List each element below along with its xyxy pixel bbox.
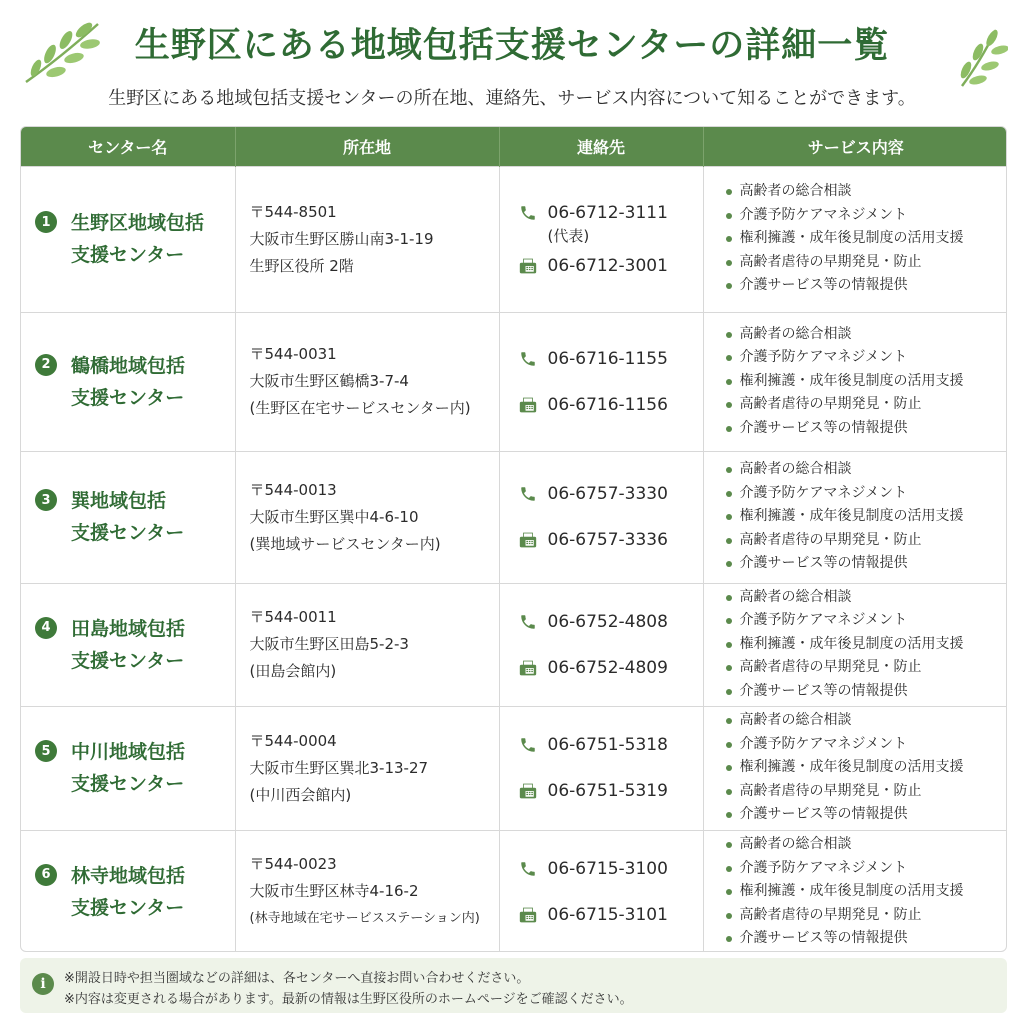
service-item: 介護サービス等の情報提供 [724,274,1008,298]
column-header-contact: 連絡先 [499,127,703,166]
service-item: 高齢者の総合相談 [724,323,1008,347]
footer-note [20,958,1007,1013]
service-item: 高齢者虐待の早期発見・防止 [724,780,1008,804]
service-item: 権利擁護・成年後見制度の活用支援 [724,227,1008,251]
table-header-row [21,127,1007,166]
info-icon: i [32,973,54,995]
service-item: 高齢者の総合相談 [724,833,1008,857]
center-name-line: 支援センター [71,896,185,919]
service-item: 権利擁護・成年後見制度の活用支援 [724,633,1008,657]
center-name-line: 田島地域包括 [71,617,186,640]
service-item: 高齢者の総合相談 [724,458,1008,482]
center-name [71,350,221,414]
column-header-name: センター名 [21,127,235,166]
postal-code: 〒544-0031 [249,345,337,363]
center-table [20,126,1007,952]
page-header [0,0,1024,126]
row-number-badge: 2 [35,354,57,376]
center-name-line: 支援センター [71,649,185,672]
fax-number: 06-6712-3001 [547,255,668,276]
phone-number[interactable]: 06-6757-3330 [547,484,668,504]
phone-icon [518,349,538,369]
service-item: 介護サービス等の情報提供 [724,552,1008,576]
table-row [21,706,1007,830]
postal-code: 〒544-0004 [249,731,337,750]
service-item: 権利擁護・成年後見制度の活用支援 [724,370,1008,394]
street-address: 大阪市生野区田島5-2-3 [249,635,409,653]
fax-number: 06-6752-4809 [547,657,668,678]
service-item: 高齢者虐待の早期発見・防止 [724,904,1008,928]
center-name [71,485,221,549]
column-header-address: 所在地 [235,127,499,166]
street-address: 大阪市生野区林寺4-16-2 [249,882,419,901]
contact-cell [499,830,703,952]
street-address: 大阪市生野区巽北3-13-27 [249,758,429,777]
table-row [21,451,1007,583]
service-item: 介護予防ケアマネジメント [724,733,1008,757]
center-name-cell [21,451,235,583]
phone-number[interactable]: 06-6712-3111 [547,202,668,223]
phone-icon [518,484,538,504]
service-item: 介護予防ケアマネジメント [724,482,1008,506]
center-name-cell [21,312,235,451]
fax-number: 06-6716-1156 [547,394,668,415]
center-name [71,207,221,271]
services-cell [703,312,1007,451]
address-note: (中川西会館内) [249,785,352,804]
center-name [71,860,221,924]
row-number-badge: 5 [35,740,57,762]
center-name-line: 巽地域包括 [71,490,167,512]
street-address: 大阪市生野区巽中4-6-10 [249,507,419,526]
services-cell [703,166,1007,312]
row-number-badge: 3 [35,489,57,511]
center-name-line: 生野区地域包括 [71,212,205,234]
postal-code: 〒544-0023 [249,855,337,874]
services-cell [703,451,1007,583]
page-subtitle: 生野区にある地域包括支援センターの所在地、連絡先、サービス内容について知ることができます。 [108,88,916,109]
services-cell [703,583,1007,706]
service-item: 権利擁護・成年後見制度の活用支援 [724,505,1008,529]
address-note: (生野区在宅サービスセンター内) [249,399,471,417]
address-cell [235,166,499,312]
service-item: 介護予防ケアマネジメント [724,204,1008,228]
footer-note-line: ※内容は変更される場合があります。最新の情報は生野区役所のホームページをご確認ください。 [64,992,633,1007]
service-item: 高齢者虐待の早期発見・防止 [724,529,1008,553]
center-name-cell [21,706,235,830]
center-name-cell [21,830,235,952]
address-note: (田島会館内) [249,662,337,680]
fax-icon [518,395,538,415]
service-item: 権利擁護・成年後見制度の活用支援 [724,756,1008,780]
fax-icon [518,781,538,801]
services-cell [703,706,1007,830]
services-cell [703,830,1007,952]
phone-icon [518,735,538,755]
service-item: 高齢者虐待の早期発見・防止 [724,656,1008,680]
address-note: 生野区役所 2階 [249,256,354,275]
phone-number[interactable]: 06-6716-1155 [547,348,668,369]
fax-icon [518,658,538,678]
row-number-badge: 1 [35,211,57,233]
address-note: (巽地域サービスセンター内) [249,534,441,553]
center-name-line: 林寺地域包括 [71,864,186,887]
table-row [21,312,1007,451]
phone-number[interactable]: 06-6752-4808 [547,611,668,632]
street-address: 大阪市生野区勝山南3-1-19 [249,229,434,248]
fax-icon [518,905,538,925]
fax-icon [518,530,538,550]
service-item: 介護予防ケアマネジメント [724,857,1008,881]
contact-cell [499,706,703,830]
street-address: 大阪市生野区鶴橋3-7-4 [249,372,409,390]
fax-number: 06-6751-5319 [547,781,668,801]
contact-cell [499,312,703,451]
service-item: 高齢者の総合相談 [724,180,1008,204]
center-name-cell [21,166,235,312]
center-name-line: 支援センター [71,773,185,795]
service-item: 介護サービス等の情報提供 [724,803,1008,827]
service-item: 権利擁護・成年後見制度の活用支援 [724,880,1008,904]
table-row [21,830,1007,952]
service-item: 高齢者虐待の早期発見・防止 [724,393,1008,417]
fax-number: 06-6715-3101 [547,904,668,925]
contact-cell [499,583,703,706]
phone-icon [518,612,538,632]
center-name-line: 中川地域包括 [71,741,186,763]
service-item: 介護サービス等の情報提供 [724,417,1008,441]
phone-note: (代表) [547,226,590,245]
postal-code: 〒544-0011 [249,608,337,626]
service-item: 介護サービス等の情報提供 [724,680,1008,704]
fax-icon [518,256,538,276]
leaf-branch-icon [952,26,1008,90]
postal-code: 〒544-0013 [249,480,337,499]
center-name-cell [21,583,235,706]
contact-cell [499,451,703,583]
address-cell [235,830,499,952]
center-name [71,736,221,800]
fax-number: 06-6757-3336 [547,530,668,550]
address-cell [235,312,499,451]
table-row [21,583,1007,706]
center-name-line: 支援センター [71,386,185,409]
column-header-services: サービス内容 [703,127,1007,166]
center-name-line: 鶴橋地域包括 [71,354,186,377]
service-item: 介護予防ケアマネジメント [724,609,1008,633]
phone-number[interactable]: 06-6715-3100 [547,858,668,879]
service-item: 高齢者虐待の早期発見・防止 [724,251,1008,275]
phone-number[interactable]: 06-6751-5318 [547,735,668,755]
contact-cell [499,166,703,312]
row-number-badge: 6 [35,864,57,886]
address-cell [235,706,499,830]
service-item: 介護サービス等の情報提供 [724,927,1008,951]
service-item: 高齢者の総合相談 [724,586,1008,610]
footer-note-line: ※開設日時や担当圏域などの詳細は、各センターへ直接お問い合わせください。 [64,971,530,986]
table-row [21,166,1007,312]
center-name-line: 支援センター [71,244,185,266]
page-title: 生野区にある地域包括支援センターの詳細一覧 [134,26,890,66]
address-cell [235,451,499,583]
row-number-badge: 4 [35,617,57,639]
center-name-line: 支援センター [71,522,185,544]
service-item: 介護予防ケアマネジメント [724,346,1008,370]
phone-icon [518,859,538,879]
postal-code: 〒544-8501 [249,202,337,221]
address-cell [235,583,499,706]
service-item: 高齢者の総合相談 [724,709,1008,733]
phone-icon [518,203,538,223]
center-name [71,613,221,677]
address-note: (林寺地域在宅サービスステーション内) [249,911,480,927]
